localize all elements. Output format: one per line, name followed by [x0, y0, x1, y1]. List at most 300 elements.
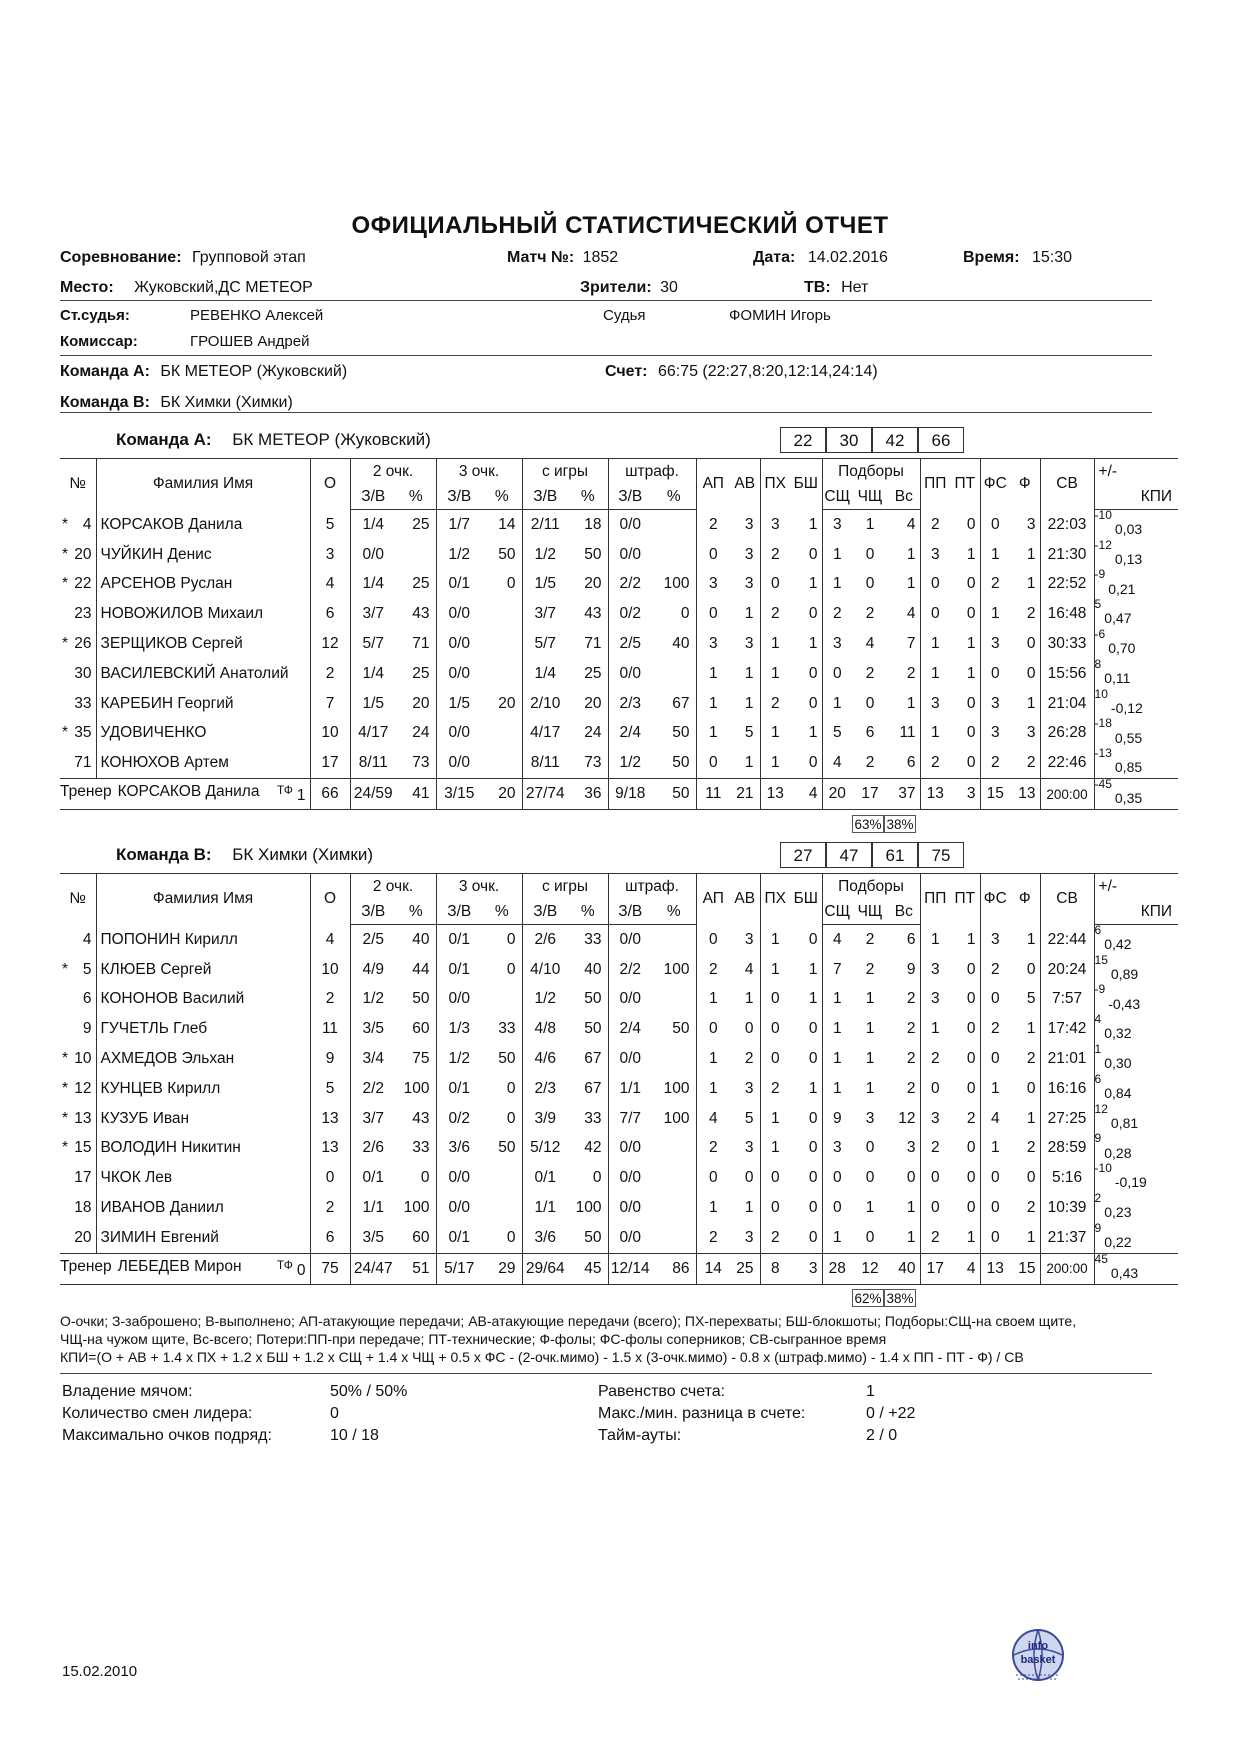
player-f: 2: [1026, 1199, 1036, 1217]
player-number: 20: [74, 545, 92, 563]
total-ft: 9/18: [608, 779, 652, 810]
player-number-cell: [60, 510, 96, 540]
player-3pt: 0/0: [436, 985, 482, 1015]
player-number-cell: [60, 1223, 96, 1253]
col-header-pts: О: [310, 459, 350, 510]
total-px: 13: [760, 779, 790, 810]
player-pt: 0: [966, 960, 976, 978]
player-2pt-pct: 60: [412, 1020, 430, 1038]
player-3pt: 1/5: [436, 689, 482, 719]
total-px: 8: [760, 1253, 790, 1284]
player-plusminus-cell: [1094, 567, 1178, 600]
player-bs: 0: [808, 1228, 818, 1246]
player-pt: 1: [966, 664, 976, 682]
technical-fouls-label: ТФ: [276, 1257, 293, 1272]
player-plusminus-cell: [1094, 922, 1178, 955]
totals-row: [60, 779, 1178, 810]
player-3pt-pct: [482, 599, 522, 629]
player-number-cell: [60, 1074, 96, 1104]
player-px: 1: [760, 955, 790, 985]
player-name: АРСЕНОВ Руслан: [96, 570, 310, 600]
player-ft-pct: 50: [672, 754, 690, 772]
player-2pt: 8/11: [350, 748, 396, 778]
logo-text-info: info: [1027, 1640, 1049, 1652]
player-fg-pct: 24: [584, 724, 602, 742]
player-name: ВОЛОДИН Никитин: [96, 1134, 310, 1164]
player-2pt-pct: 24: [412, 724, 430, 742]
ref-label: Судья: [603, 307, 646, 324]
match-label: Матч №:: [507, 249, 575, 266]
player-row: [60, 540, 1178, 570]
player-plusminus: 10: [1094, 686, 1108, 701]
match-row: [507, 249, 618, 267]
commissioner-value: ГРОШЕВ Андрей: [190, 333, 310, 350]
player-min: 22:52: [1040, 570, 1094, 600]
player-number: 20: [74, 1228, 92, 1246]
col-header-3pt: 3 очк.: [436, 874, 522, 901]
player-sc: 3: [822, 629, 852, 659]
col-header-fg: с игры: [522, 874, 608, 901]
player-ap: 2: [696, 955, 730, 985]
player-vs: 6: [906, 754, 916, 772]
total-2pt: 24/47: [350, 1253, 396, 1284]
player-2pt: 2/2: [350, 1074, 396, 1104]
col-header-av: АВ: [730, 459, 760, 510]
team-a-label: Команда А:: [60, 363, 150, 380]
total-bs: 3: [790, 1253, 822, 1284]
col-header-2pt: 2 очк.: [350, 874, 436, 901]
player-ft: 0/0: [608, 985, 652, 1015]
player-px: 0: [760, 1193, 790, 1223]
player-2pt: 3/4: [350, 1044, 396, 1074]
player-sc: 5: [822, 719, 852, 749]
player-cc: 1: [865, 990, 875, 1008]
player-min: 10:39: [1040, 1193, 1094, 1223]
player-cc: 2: [865, 754, 875, 772]
player-pp: 1: [920, 629, 950, 659]
player-ft-pct: [652, 540, 696, 570]
player-av: 3: [744, 515, 754, 533]
player-min: 21:01: [1040, 1044, 1094, 1074]
player-ft: 0/0: [608, 925, 652, 955]
venue-value: Жуковский,ДС МЕТЕОР: [134, 279, 313, 296]
player-number-cell: [60, 719, 96, 749]
col-header-2pt-pct: %: [396, 900, 436, 925]
player-fg-pct: 18: [584, 515, 602, 533]
competition-value: Групповой этап: [191, 249, 306, 266]
total-fs: 15: [980, 779, 1010, 810]
player-kpi: 0,47: [1104, 610, 1132, 627]
player-3pt: 0/0: [436, 748, 482, 778]
player-av: 5: [744, 724, 754, 742]
player-fs: 4: [980, 1104, 1010, 1134]
starter-mark: *: [62, 545, 69, 563]
max-diff-label: Макс./мин. разница в счете:: [598, 1405, 806, 1422]
footer-date: 15.02.2010: [62, 1663, 138, 1680]
player-pts: 2: [310, 985, 350, 1015]
logo-text-basket: basket: [1020, 1654, 1056, 1666]
player-fg: 1/2: [522, 540, 568, 570]
col-header-bs: БШ: [790, 459, 822, 510]
player-fs: 3: [980, 629, 1010, 659]
player-name: АХМЕДОВ Эльхан: [96, 1044, 310, 1074]
player-row: [60, 1104, 1178, 1134]
player-pp: 2: [920, 1223, 950, 1253]
time-row: [963, 249, 1072, 267]
total-fg-pct: 36: [568, 779, 608, 810]
player-plusminus-cell: [1094, 599, 1178, 629]
player-fg: 3/6: [522, 1223, 568, 1253]
player-2pt-pct: 25: [412, 515, 430, 533]
player-row: [60, 659, 1178, 689]
player-plusminus: 9: [1094, 1220, 1102, 1235]
player-sc: 1: [822, 689, 852, 719]
player-f: 0: [1026, 635, 1036, 653]
player-ap: 2: [696, 1223, 730, 1253]
total-kpi: 0,43: [1110, 1264, 1139, 1281]
player-pp: 0: [920, 1074, 950, 1104]
player-av: 3: [744, 635, 754, 653]
tv-value: Нет: [841, 279, 869, 296]
player-av: 4: [744, 960, 754, 978]
player-bs: 0: [808, 1169, 818, 1187]
player-ap: 1: [696, 1044, 730, 1074]
player-bs: 1: [808, 960, 818, 978]
header-divider-1: [60, 300, 1152, 301]
col-header-3pt-ma: З/В: [436, 485, 482, 510]
player-row: [60, 1134, 1178, 1164]
technical-fouls: [277, 1258, 310, 1280]
player-ft: 0/0: [608, 1044, 652, 1074]
player-ft: 0/0: [608, 510, 652, 540]
player-ft: 0/0: [608, 1163, 652, 1193]
player-2pt-pct: 40: [412, 930, 430, 948]
player-name: УДОВИЧЕНКО: [96, 719, 310, 749]
player-pp: 3: [920, 540, 950, 570]
player-fg-pct: 73: [584, 754, 602, 772]
starter-mark: *: [62, 1139, 69, 1157]
player-vs: 1: [906, 545, 916, 563]
player-bs: 1: [808, 990, 818, 1008]
player-name: КУНЦЕВ Кирилл: [96, 1074, 310, 1104]
technical-fouls-value: 1: [296, 787, 306, 805]
team-a-dreb-pct: 63%: [852, 815, 884, 833]
player-fg: 4/17: [522, 719, 568, 749]
player-2pt: 3/5: [350, 1014, 396, 1044]
technical-fouls-value: 0: [296, 1261, 306, 1279]
player-2pt: 3/7: [350, 1104, 396, 1134]
player-3pt: 0/2: [436, 1104, 482, 1134]
col-header-fs: ФС: [980, 874, 1010, 925]
player-number: 4: [82, 515, 92, 533]
team-b-running-score-4: 75: [918, 842, 964, 868]
player-f: 1: [1026, 930, 1036, 948]
col-header-reb: Подборы: [822, 874, 920, 901]
player-pp: 0: [920, 570, 950, 600]
player-kpi: 0,21: [1108, 580, 1136, 597]
team-b-label: Команда В:: [60, 394, 150, 411]
ties-label: Равенство счета:: [598, 1383, 726, 1400]
player-number: 12: [74, 1079, 92, 1097]
player-plusminus: 9: [1094, 1131, 1102, 1146]
player-pt: 0: [966, 694, 976, 712]
total-fg-pct: 45: [568, 1253, 608, 1284]
player-number-cell: [60, 955, 96, 985]
player-sc: 1: [822, 1223, 852, 1253]
player-2pt-pct: 43: [412, 1109, 430, 1127]
player-vs: 9: [906, 960, 916, 978]
player-pts: 5: [310, 1074, 350, 1104]
player-plusminus: -18: [1094, 716, 1112, 731]
player-bs: 0: [808, 754, 818, 772]
player-row: [60, 1014, 1178, 1044]
player-row: [60, 1074, 1178, 1104]
player-fs: 2: [980, 748, 1010, 778]
player-f: 2: [1026, 605, 1036, 623]
player-name: ЧКОК Лев: [96, 1163, 310, 1193]
player-vs: 4: [906, 605, 916, 623]
player-sc: 1: [822, 1014, 852, 1044]
player-min: 22:46: [1040, 748, 1094, 778]
total-sc: 20: [822, 779, 852, 810]
col-header-fg-pct: %: [568, 485, 608, 510]
player-ft-pct: [652, 659, 696, 689]
total-fs: 13: [980, 1253, 1010, 1284]
player-vs: 2: [906, 1050, 916, 1068]
player-2pt-pct: 25: [412, 575, 430, 593]
player-ap: 3: [696, 570, 730, 600]
player-plusminus-cell: [1094, 1101, 1178, 1134]
player-number-cell: [60, 1134, 96, 1164]
player-vs: 3: [906, 1139, 916, 1157]
player-vs: 2: [906, 1079, 916, 1097]
player-pp: 2: [920, 1044, 950, 1074]
player-ft-pct: 50: [672, 724, 690, 742]
total-kpi: 0,35: [1114, 790, 1143, 807]
player-number-cell: [60, 1044, 96, 1074]
player-3pt-pct: [482, 1163, 522, 1193]
match-value: 1852: [582, 249, 619, 266]
player-pt: 0: [966, 605, 976, 623]
player-name: КУЗУБ Иван: [96, 1104, 310, 1134]
player-min: 30:33: [1040, 629, 1094, 659]
player-ap: 1: [696, 719, 730, 749]
player-2pt-pct: 50: [412, 990, 430, 1008]
col-header-3pt: 3 очк.: [436, 459, 522, 486]
competition-row: [60, 249, 306, 267]
player-2pt: 0/1: [350, 1163, 396, 1193]
player-sc: 7: [822, 955, 852, 985]
player-ft-pct: 67: [672, 694, 690, 712]
player-sc: 2: [822, 599, 852, 629]
player-plusminus: -12: [1094, 537, 1112, 552]
player-number: 33: [74, 694, 92, 712]
player-av: 1: [744, 605, 754, 623]
player-plusminus: 12: [1094, 1101, 1108, 1116]
starter-mark: *: [62, 960, 69, 978]
player-2pt: 0/0: [350, 540, 396, 570]
col-header-sc: СЩ: [822, 900, 852, 925]
player-2pt: 5/7: [350, 629, 396, 659]
player-fg-pct: 33: [584, 930, 602, 948]
player-ap: 0: [696, 599, 730, 629]
player-min: 26:28: [1040, 719, 1094, 749]
col-header-pt: ПТ: [950, 874, 980, 925]
player-3pt-pct: 0: [506, 930, 516, 948]
player-kpi: 0,03: [1114, 520, 1143, 537]
player-number: 30: [74, 664, 92, 682]
player-pp: 0: [920, 1163, 950, 1193]
player-ft-pct: 100: [663, 960, 690, 978]
team-a-heading-name: БК МЕТЕОР (Жуковский): [232, 430, 431, 449]
player-cc: 2: [865, 960, 875, 978]
player-pts: 10: [310, 955, 350, 985]
player-sc: 0: [822, 659, 852, 689]
player-row: [60, 570, 1178, 600]
col-header-cc: ЧЩ: [852, 485, 888, 510]
player-fs: 1: [980, 1074, 1010, 1104]
player-sc: 0: [822, 1193, 852, 1223]
player-number: 26: [74, 635, 92, 653]
player-ap: 0: [696, 748, 730, 778]
player-cc: 2: [865, 930, 875, 948]
player-number: 71: [74, 754, 92, 772]
player-pts: 0: [310, 1163, 350, 1193]
player-ap: 2: [696, 1134, 730, 1164]
tv-row: [804, 279, 868, 297]
player-fg: 1/2: [522, 985, 568, 1015]
possession-label: Владение мячом:: [62, 1383, 193, 1400]
player-cc: 2: [865, 605, 875, 623]
player-ft: 0/0: [608, 1223, 652, 1253]
player-3pt: 0/0: [436, 629, 482, 659]
player-sc: 4: [822, 748, 852, 778]
player-min: 7:57: [1040, 985, 1094, 1015]
player-3pt-pct: 0: [506, 575, 516, 593]
player-number-cell: [60, 985, 96, 1015]
player-name: КАРЕБИН Георгий: [96, 689, 310, 719]
player-bs: 0: [808, 1020, 818, 1038]
player-ft-pct: [652, 1223, 696, 1253]
player-name: ИВАНОВ Даниил: [96, 1193, 310, 1223]
col-header-fg-ma: З/В: [522, 485, 568, 510]
player-2pt-pct: 75: [412, 1050, 430, 1068]
team-a-row: [60, 363, 347, 381]
player-pt: 1: [966, 1228, 976, 1246]
player-pts: 2: [310, 659, 350, 689]
total-plusminus: 45: [1094, 1251, 1108, 1266]
player-2pt-pct: 100: [403, 1199, 430, 1217]
player-pts: 6: [310, 599, 350, 629]
spectators-row: [580, 279, 678, 297]
team-a-running-score-3: 42: [872, 427, 918, 453]
player-kpi: 0,85: [1114, 759, 1143, 776]
col-header-name: Фамилия Имя: [96, 874, 310, 925]
player-3pt: 0/0: [436, 719, 482, 749]
player-2pt-pct: 73: [412, 754, 430, 772]
player-2pt: 1/2: [350, 985, 396, 1015]
player-row: [60, 1163, 1178, 1193]
col-header-name: Фамилия Имя: [96, 459, 310, 510]
player-fg-pct: 50: [584, 545, 602, 563]
player-row: [60, 955, 1178, 985]
player-pts: 4: [310, 925, 350, 955]
player-3pt-pct: 50: [498, 545, 516, 563]
player-av: 1: [744, 1199, 754, 1217]
player-fg: 5/7: [522, 629, 568, 659]
player-ap: 0: [696, 1014, 730, 1044]
player-ap: 4: [696, 1104, 730, 1134]
total-3pt: 5/17: [436, 1253, 482, 1284]
player-name: ЧУЙКИН Денис: [96, 540, 310, 570]
player-plusminus-cell: [1094, 629, 1178, 659]
player-vs: 4: [906, 515, 916, 533]
col-header-cc: ЧЩ: [852, 900, 888, 925]
total-vs: 37: [888, 779, 920, 810]
player-sc: 1: [822, 985, 852, 1015]
player-ft-pct: 100: [663, 1109, 690, 1127]
total-ft-pct: 86: [652, 1253, 696, 1284]
player-ft-pct: 100: [663, 1079, 690, 1097]
player-min: 17:42: [1040, 1014, 1094, 1044]
player-fg-pct: 0: [592, 1169, 602, 1187]
player-3pt: 1/2: [436, 540, 482, 570]
player-fg-pct: 100: [575, 1199, 602, 1217]
total-3pt-pct: 20: [482, 779, 522, 810]
player-ft: 0/0: [608, 659, 652, 689]
player-fg-pct: 40: [584, 960, 602, 978]
player-number-cell: [60, 1193, 96, 1223]
player-bs: 0: [808, 1050, 818, 1068]
header-divider-3: [60, 412, 1152, 413]
team-b-heading-label: Команда В:: [116, 845, 212, 864]
totals-row: [60, 1253, 1178, 1284]
player-sc: 1: [822, 1044, 852, 1074]
player-2pt: 3/7: [350, 599, 396, 629]
player-f: 2: [1026, 1139, 1036, 1157]
player-row: [60, 599, 1178, 629]
col-header-kpi: КПИ: [1094, 900, 1178, 925]
col-header-ap: АП: [696, 874, 730, 925]
player-3pt-pct: 0: [506, 1228, 516, 1246]
coach-name: КОРСАКОВ Данила: [117, 782, 260, 800]
total-ft: 12/14: [608, 1253, 652, 1284]
player-fg-pct: 25: [584, 664, 602, 682]
player-3pt: 0/1: [436, 570, 482, 600]
player-f: 1: [1026, 1228, 1036, 1246]
player-bs: 0: [808, 694, 818, 712]
player-cc: 1: [865, 1079, 875, 1097]
player-number-cell: [60, 599, 96, 629]
player-fg-pct: 42: [584, 1139, 602, 1157]
date-label: Дата:: [753, 249, 796, 266]
player-plusminus: -9: [1094, 567, 1106, 582]
lead-changes-label: Количество смен лидера:: [62, 1405, 253, 1422]
player-name: КЛЮЕВ Сергей: [96, 955, 310, 985]
player-3pt: 0/0: [436, 599, 482, 629]
team-b-dreb-pct: 62%: [852, 1289, 884, 1307]
player-ap: 0: [696, 540, 730, 570]
player-ft: 1/1: [608, 1074, 652, 1104]
player-vs: 6: [906, 930, 916, 948]
player-3pt-pct: [482, 748, 522, 778]
player-3pt-pct: 33: [498, 1020, 516, 1038]
player-ft-pct: [652, 1134, 696, 1164]
player-px: 2: [760, 1223, 790, 1253]
player-name: ПОПОНИН Кирилл: [96, 925, 310, 955]
col-header-ap: АП: [696, 459, 730, 510]
report-title: ОФИЦИАЛЬНЫЙ СТАТИСТИЧЕСКИЙ ОТЧЕТ: [351, 212, 889, 239]
